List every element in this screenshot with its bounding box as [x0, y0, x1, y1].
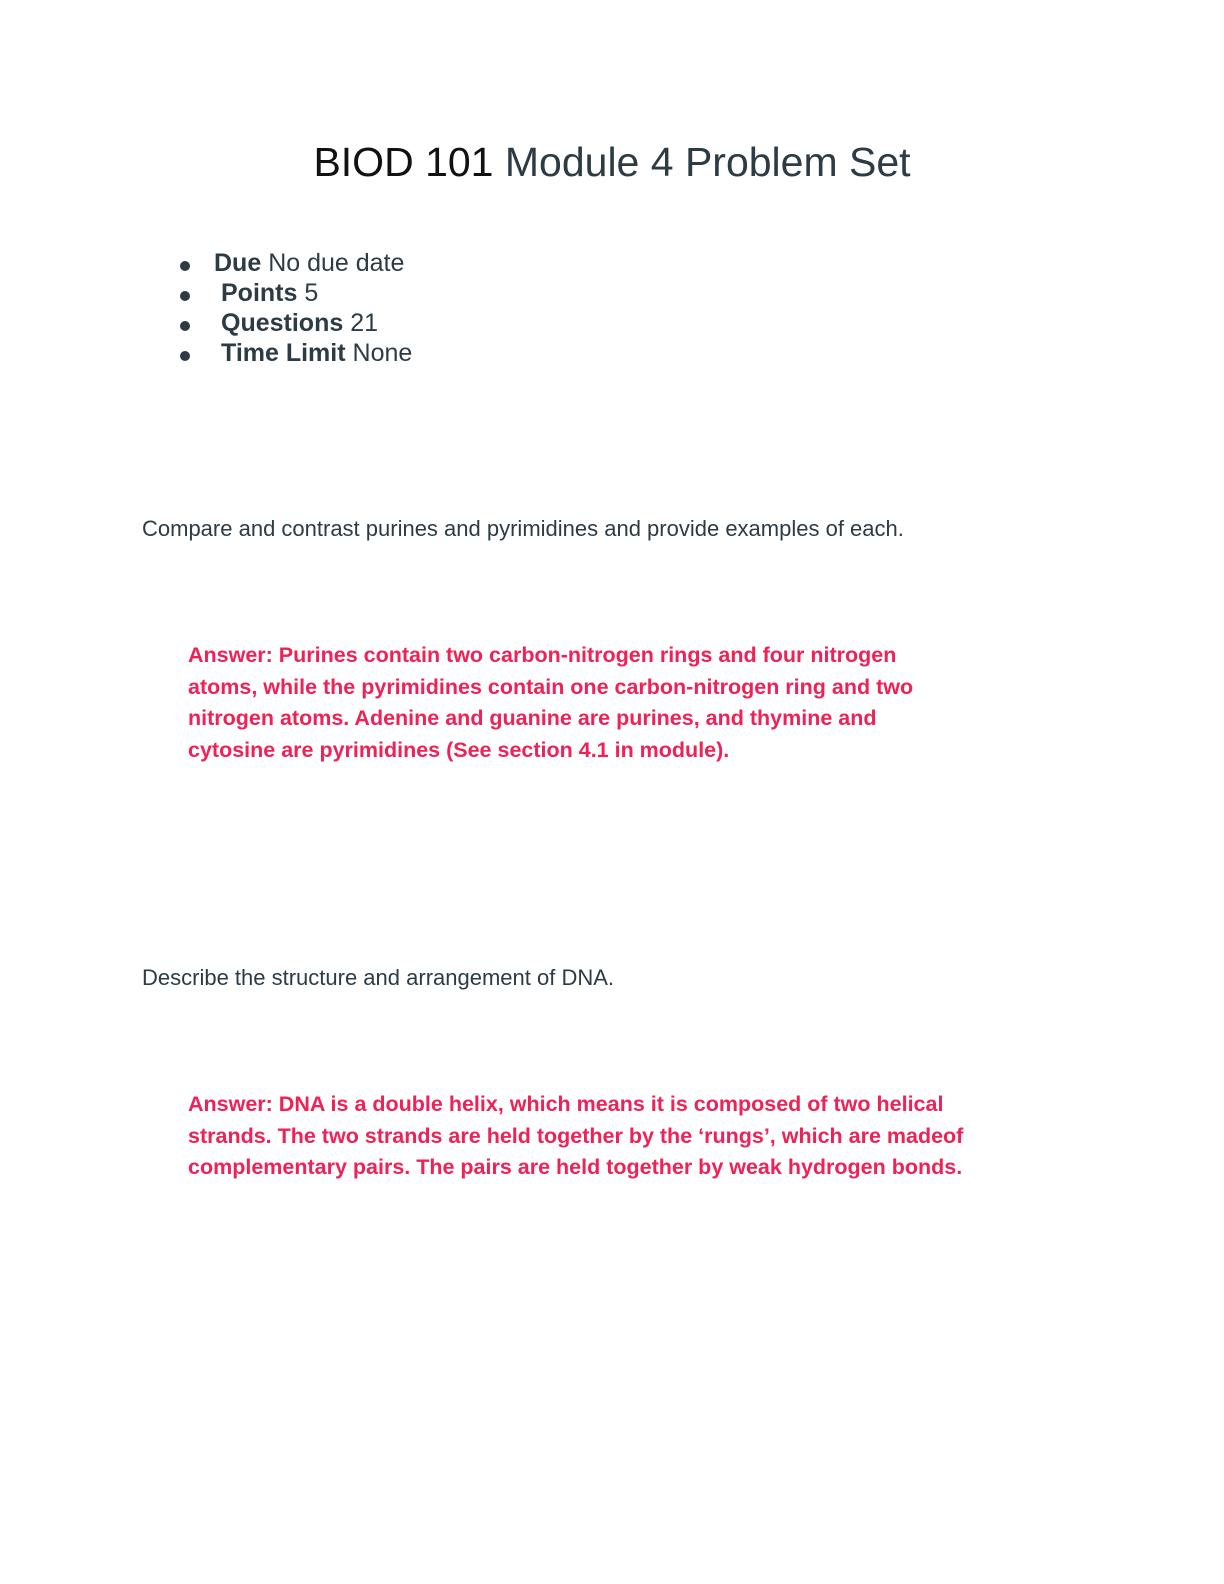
answer-line: complementary pairs. The pairs are held together by weak hydrogen bonds.: [188, 1155, 963, 1180]
answer-1: [188, 640, 1068, 767]
meta-item-time-limit: [178, 338, 412, 368]
bullet-icon: [180, 291, 190, 301]
answer-line: Answer: DNA is a double helix, which means it is composed of two helical: [188, 1092, 944, 1116]
answer-line: atoms, while the pyrimidines contain one carbon-nitrogen ring and two: [188, 674, 914, 699]
assignment-details-list: [178, 248, 412, 368]
answer-line: nitrogen atoms. Adenine and guanine are purines, and thymine and: [188, 706, 877, 731]
page-title: [0, 136, 1224, 188]
question-prompt-1: Compare and contrast purines and pyrimidines and provide examples of each.: [142, 516, 904, 541]
meta-label: Time Limit: [221, 339, 346, 367]
bullet-icon: [180, 261, 190, 271]
question-prompt-2: Describe the structure and arrangement of DNA.: [142, 965, 615, 990]
meta-label: Due: [214, 249, 262, 277]
meta-label: Questions: [221, 309, 344, 337]
assignment-name: Module 4 Problem Set: [504, 139, 911, 185]
meta-value: No due date: [268, 249, 405, 277]
meta-value: 5: [304, 279, 319, 307]
meta-item-points: [178, 278, 412, 308]
course-code: BIOD 101: [313, 139, 494, 185]
bullet-icon: [180, 321, 190, 331]
answer-line: Answer: Purines contain two carbon-nitrogen rings and four nitrogen: [188, 643, 897, 667]
bullet-icon: [180, 351, 190, 361]
meta-label: Points: [221, 279, 298, 307]
answer-line: strands. The two strands are held together by the ‘rungs’, which are madeof: [188, 1123, 964, 1148]
meta-value: 21: [350, 309, 379, 337]
meta-item-due: [178, 248, 412, 278]
meta-value: None: [352, 339, 413, 367]
answer-2: [188, 1089, 1068, 1184]
answer-line: cytosine are pyrimidines (See section 4.1 in module).: [188, 738, 730, 763]
meta-item-questions: [178, 308, 412, 338]
